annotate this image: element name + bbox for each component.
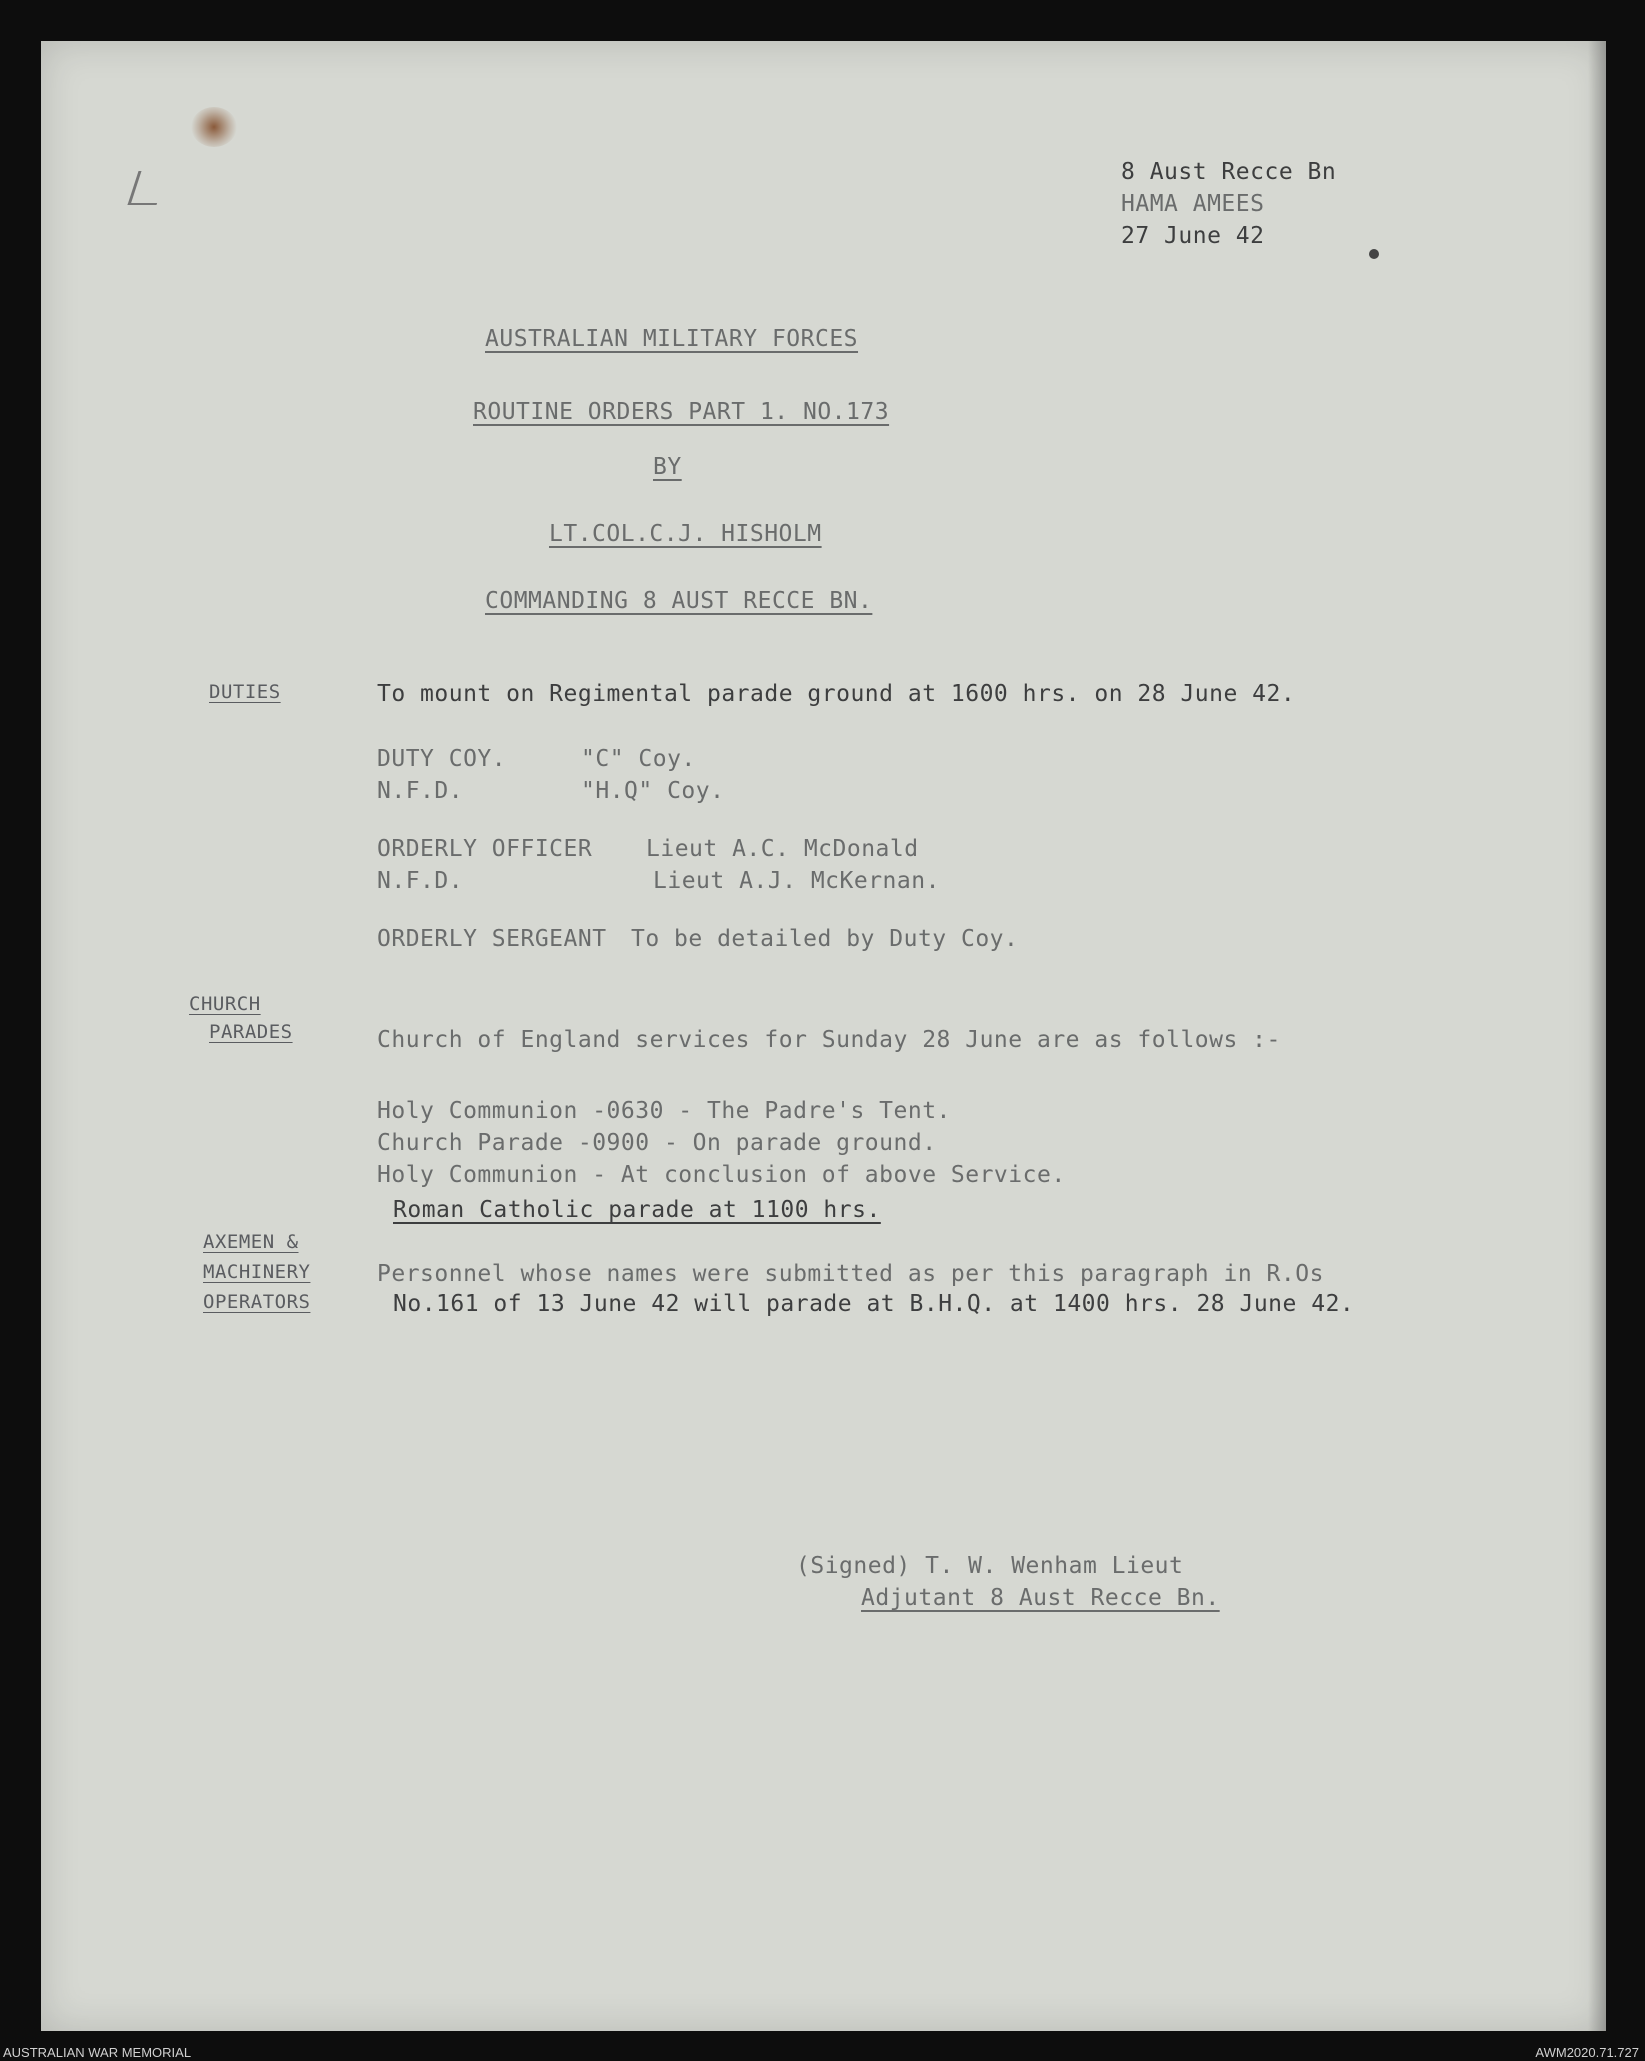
church-line-1: Holy Communion -0630 - The Padre's Tent. xyxy=(377,1098,951,1124)
nfd2-value: Lieut A.J. McKernan. xyxy=(653,868,940,894)
footer-left: AUSTRALIAN WAR MEMORIAL xyxy=(3,2045,192,2060)
signature-line-2: Adjutant 8 Aust Recce Bn. xyxy=(861,1585,1220,1611)
duty-coy-label: DUTY COY. xyxy=(377,746,507,772)
title-line-1: AUSTRALIAN MILITARY FORCES xyxy=(485,326,859,352)
duty-coy-value: "C" Coy. xyxy=(581,746,696,772)
axemen-heading-2: MACHINERY xyxy=(203,1261,311,1283)
church-heading-1: CHURCH xyxy=(189,993,261,1015)
orderly-sergeant-value: To be detailed by Duty Coy. xyxy=(631,926,1019,952)
duties-intro: To mount on Regimental parade ground at 1600 hrs. on 28 June 42. xyxy=(377,681,1296,707)
pencil-mark xyxy=(127,171,167,205)
title-line-5: COMMANDING 8 AUST RECCE BN. xyxy=(485,588,873,614)
church-line-3: Holy Communion - At conclusion of above Service. xyxy=(377,1162,1066,1188)
nfd1-label: N.F.D. xyxy=(377,778,464,804)
axemen-heading-3: OPERATORS xyxy=(203,1291,311,1313)
orderly-officer-label: ORDERLY OFFICER xyxy=(377,836,593,862)
nfd1-value: "H.Q" Coy. xyxy=(581,778,725,804)
ink-speck xyxy=(1369,249,1379,259)
document-page xyxy=(41,41,1606,2031)
header-unit: 8 Aust Recce Bn xyxy=(1121,159,1337,185)
axemen-heading-1: AXEMEN & xyxy=(203,1231,299,1253)
axemen-line-1: Personnel whose names were submitted as per this paragraph in R.Os xyxy=(377,1261,1324,1287)
axemen-line-2: No.161 of 13 June 42 will parade at B.H.Q. at 1400 hrs. 28 June 42. xyxy=(393,1291,1355,1317)
title-line-2: ROUTINE ORDERS PART 1. NO.173 xyxy=(473,399,890,425)
nfd2-label: N.F.D. xyxy=(377,868,464,894)
header-date: 27 June 42 xyxy=(1121,223,1265,249)
church-heading-2: PARADES xyxy=(209,1021,293,1043)
orderly-sergeant-label: ORDERLY SERGEANT xyxy=(377,926,607,952)
signature-line-1: (Signed) T. W. Wenham Lieut xyxy=(796,1553,1184,1579)
footer-right: AWM2020.71.727 xyxy=(1535,2045,1639,2060)
title-line-3: BY xyxy=(653,454,682,480)
rust-stain xyxy=(191,107,237,147)
title-line-4: LT.COL.C.J. HISHOLM xyxy=(549,521,822,547)
church-line-4: Roman Catholic parade at 1100 hrs. xyxy=(393,1197,881,1223)
orderly-officer-value: Lieut A.C. McDonald xyxy=(646,836,919,862)
duties-heading: DUTIES xyxy=(209,681,281,703)
church-intro: Church of England services for Sunday 28 June are as follows :- xyxy=(377,1027,1281,1053)
church-line-2: Church Parade -0900 - On parade ground. xyxy=(377,1130,937,1156)
header-place: HAMA AMEES xyxy=(1121,191,1265,217)
